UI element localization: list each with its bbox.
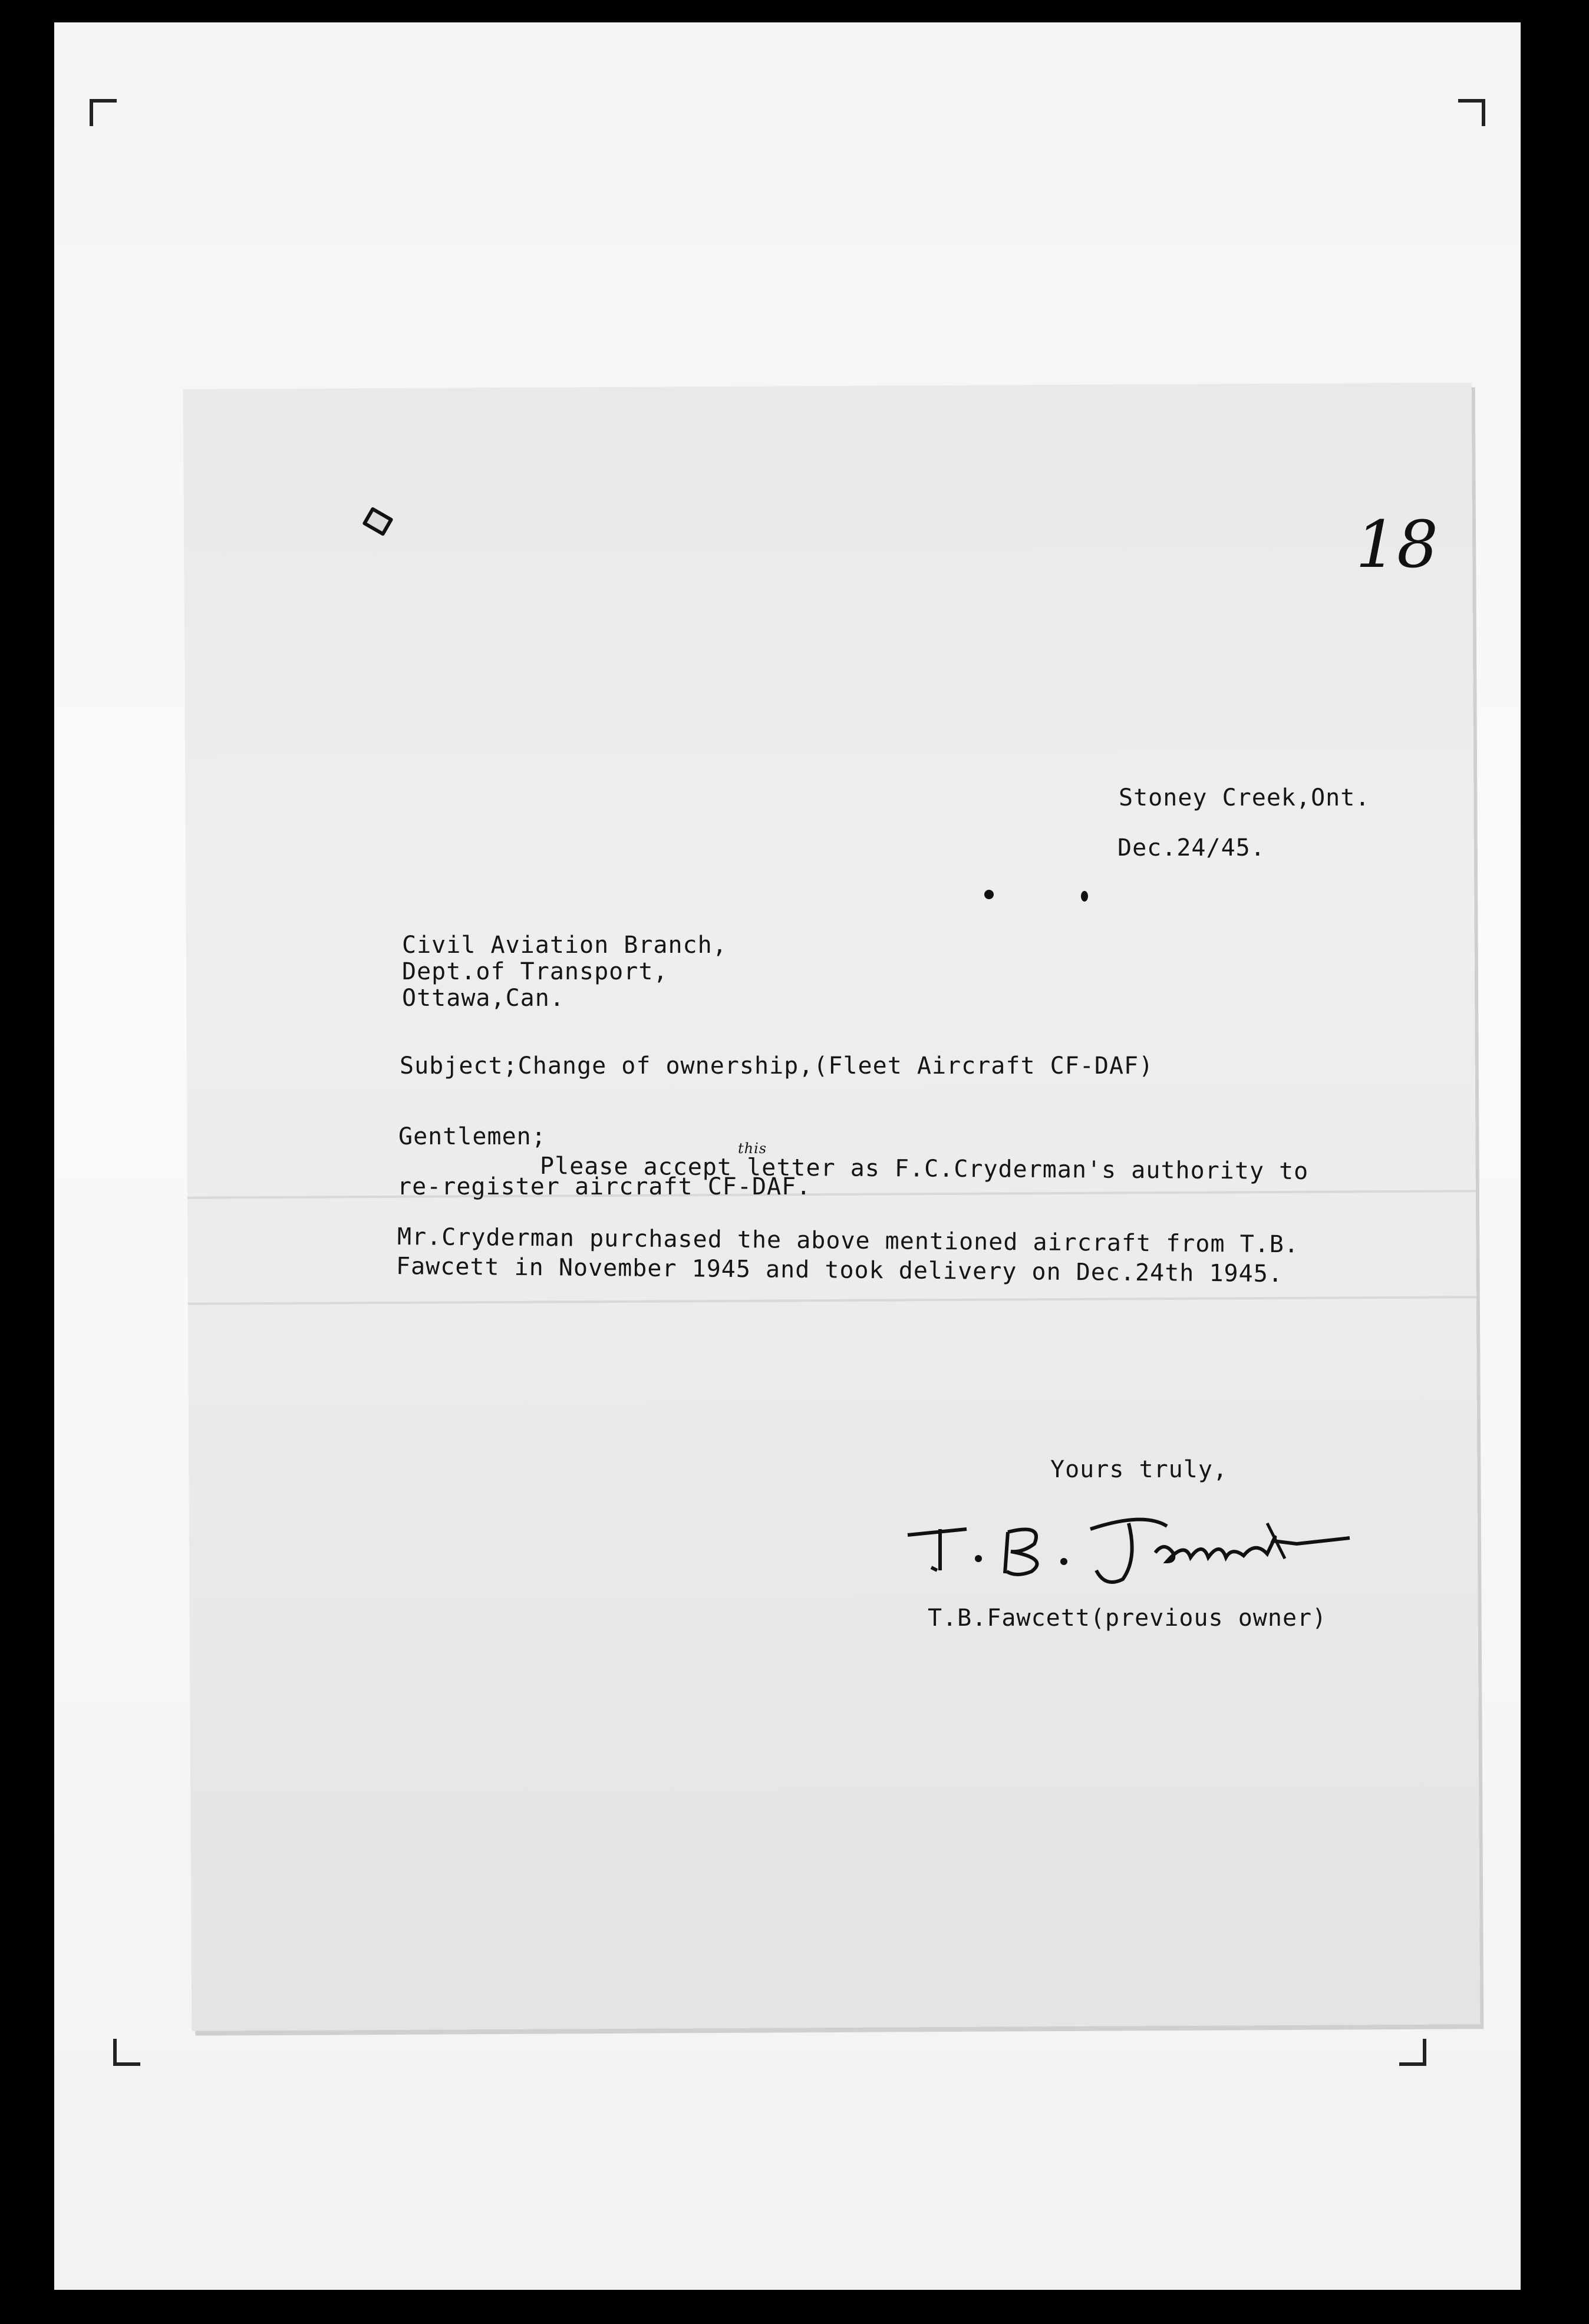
crop-mark (90, 99, 117, 126)
paragraph-1-line-1: Please accept letter as F.C.Cryderman's authority to (539, 1153, 1309, 1186)
subject-line: Subject;Change of ownership,(Fleet Aircraft CF-DAF) (400, 1052, 1154, 1080)
return-address: Stoney Creek,Ont. (1119, 784, 1370, 811)
recipient-line-2: Dept.of Transport, (402, 958, 668, 985)
crop-mark (113, 2039, 140, 2066)
signature-block: T.B.Fawcett(previous owner) (928, 1605, 1327, 1632)
recipient-line-1: Civil Aviation Branch, (402, 932, 727, 959)
ink-spot (1081, 891, 1088, 902)
salutation: Gentlemen; (398, 1123, 546, 1150)
paragraph-2-line-1: Mr.Cryderman purchased the above mentioned aircraft from T.B. (397, 1223, 1300, 1259)
crop-mark (1399, 2039, 1426, 2066)
page-number: 18 (1356, 507, 1438, 582)
closing: Yours truly, (1050, 1456, 1228, 1483)
fold-line (188, 1296, 1476, 1305)
handwritten-insertion: this (738, 1140, 767, 1157)
paragraph-1-line-2: re-register aircraft CF-DAF. (397, 1173, 812, 1200)
fold-line (187, 1190, 1476, 1199)
letter-date: Dec.24/45. (1117, 834, 1265, 861)
letter-sheet (183, 382, 1481, 2031)
paragraph-2-line-2: Fawcett in November 1945 and took delivery on Dec.24th 1945. (395, 1253, 1284, 1288)
recipient-line-3: Ottawa,Can. (402, 985, 565, 1012)
crop-mark (1458, 99, 1485, 126)
ink-spot (984, 890, 994, 899)
handwritten-signature (896, 1506, 1356, 1588)
